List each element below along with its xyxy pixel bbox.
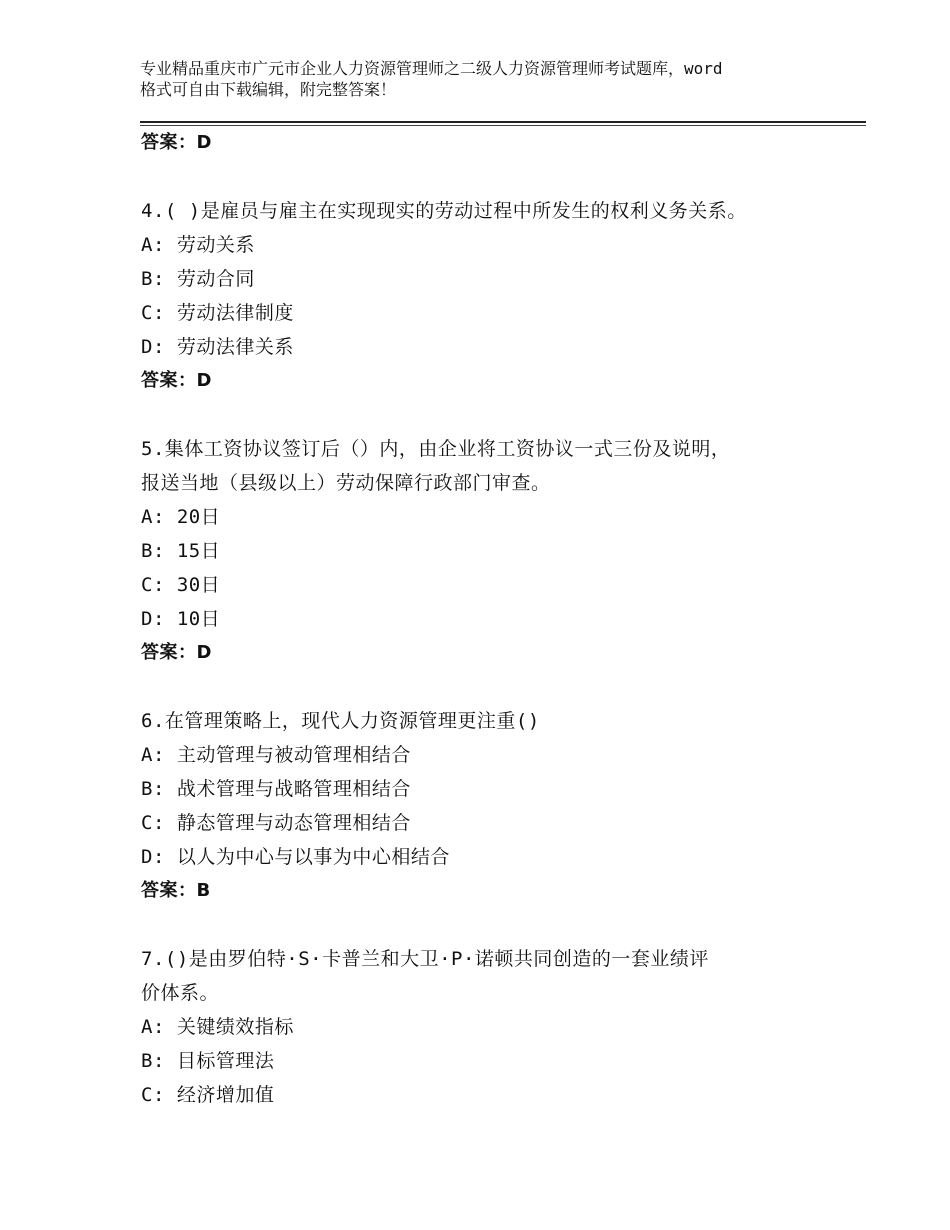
option-b: B: 目标管理法	[141, 1050, 275, 1072]
page-header	[140, 58, 840, 100]
question-stem-line: 6.在管理策略上，现代人力资源管理更注重()	[141, 710, 540, 732]
header-divider	[140, 121, 866, 123]
question-stem-line: 5.集体工资协议签订后（）内，由企业将工资协议一式三份及说明，	[141, 438, 731, 460]
question-6	[141, 704, 841, 908]
option-c: C: 劳动法律制度	[141, 302, 294, 324]
question-stem-line: 价体系。	[141, 982, 220, 1004]
question-7	[141, 942, 841, 1112]
question-5	[141, 432, 841, 670]
answer-line: 答案：B	[141, 880, 211, 901]
question-stem	[141, 432, 841, 500]
question-4	[141, 194, 841, 398]
option-b: B: 劳动合同	[141, 268, 255, 290]
question-stem	[141, 942, 841, 1010]
option-b: B: 战术管理与战略管理相结合	[141, 778, 411, 800]
option-c: C: 静态管理与动态管理相结合	[141, 812, 411, 834]
answer-line: 答案：D	[141, 370, 212, 391]
option-c: C: 30日	[141, 574, 221, 596]
question-stem	[141, 194, 841, 228]
question-stem-line: 报送当地（县级以上）劳动保障行政部门审查。	[141, 472, 551, 494]
question-stem	[141, 704, 841, 738]
option-d: D: 以人为中心与以事为中心相结合	[141, 846, 450, 868]
option-a: A: 关键绩效指标	[141, 1016, 294, 1038]
option-a: A: 20日	[141, 506, 221, 528]
answer-line: 答案：D	[141, 132, 212, 153]
option-d: D: 10日	[141, 608, 221, 630]
question-stem-line: 7.()是由罗伯特·S·卡普兰和大卫·P·诺顿共同创造的一套业绩评	[141, 948, 709, 970]
option-b: B: 15日	[141, 540, 221, 562]
header-title-line-2: 格式可自由下载编辑，附完整答案！	[140, 80, 397, 99]
option-a: A: 劳动关系	[141, 234, 255, 256]
document-body	[141, 126, 841, 1112]
option-d: D: 劳动法律关系	[141, 336, 294, 358]
question-stem-line: 4.( )是雇员与雇主在实现现实的劳动过程中所发生的权利义务关系。	[141, 200, 747, 222]
header-title-line-1: 专业精品重庆市广元市企业人力资源管理师之二级人力资源管理师考试题库，word	[140, 59, 723, 78]
answer-line: 答案：D	[141, 642, 212, 663]
option-c: C: 经济增加值	[141, 1084, 275, 1106]
option-a: A: 主动管理与被动管理相结合	[141, 744, 411, 766]
